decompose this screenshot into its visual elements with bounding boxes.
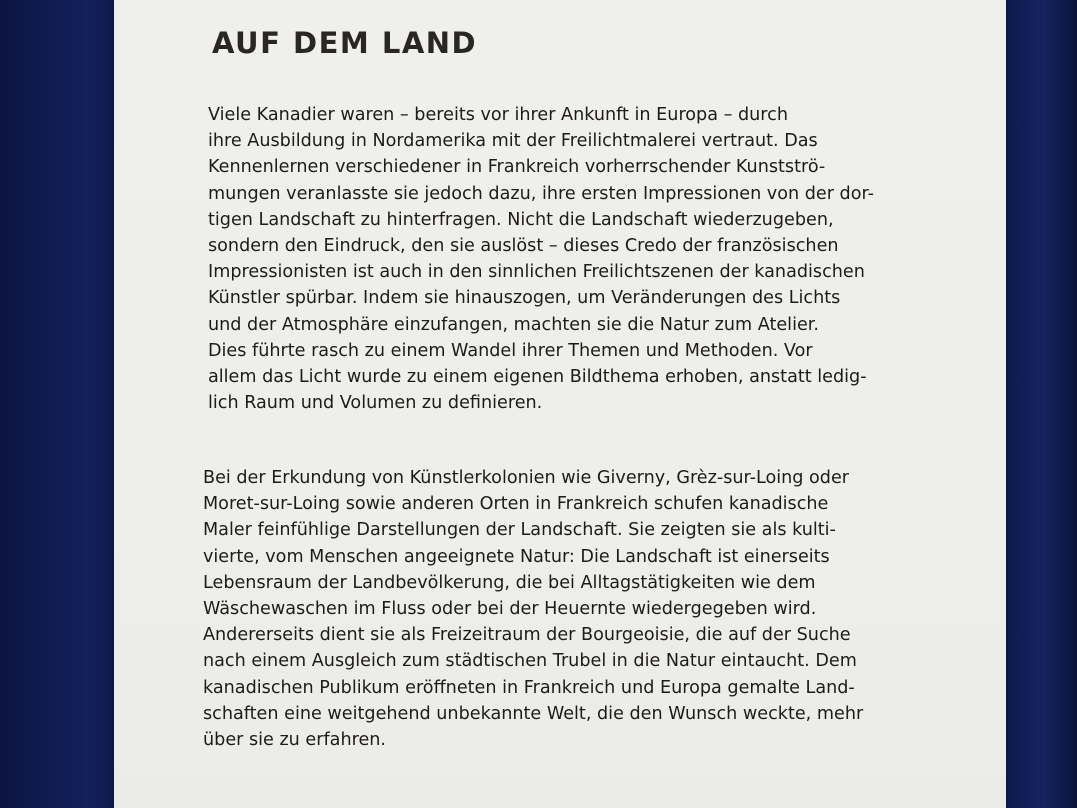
info-panel [114,0,1006,808]
text-line: Lebensraum der Landbevölkerung, die bei Alltagstätigkeiten wie dem [203,572,816,593]
text-line: Andererseits dient sie als Freizeitraum der Bourgeoisie, die auf der Suche [203,625,851,646]
panel-title: AUF DEM LAND [212,26,478,60]
text-line: und der Atmosphäre einzufangen, machten sie die Natur zum Atelier. [208,314,819,335]
text-line: Viele Kanadier waren – bereits vor ihrer Ankunft in Europa – durch [208,105,788,125]
text-line: tigen Landschaft zu hinterfragen. Nicht die Landschaft wiederzugeben, [208,209,834,230]
text-line: Impressionisten ist auch in den sinnlichen Freilichtszenen der kanadischen [208,262,865,283]
paragraph-2 [203,465,863,753]
text-line: Moret-sur-Loing sowie anderen Orten in Frankreich schufen kanadische [203,494,829,515]
text-line: Dies führte rasch zu einem Wandel ihrer Themen und Methoden. Vor [208,340,813,361]
text-line: nach einem Ausgleich zum städtischen Trubel in die Natur eintaucht. Dem [203,651,857,672]
text-line: kanadischen Publikum eröffneten in Frankreich und Europa gemalte Land- [203,677,855,698]
text-line: schaften eine weitgehend unbekannte Welt, die den Wunsch weckte, mehr [203,703,864,724]
text-line: Kennenlernen verschiedener in Frankreich vorherrschender Kunstströ- [208,157,826,178]
text-line: ihre Ausbildung in Nordamerika mit der Freilichtmalerei vertraut. Das [208,131,818,152]
text-line: lich Raum und Volumen zu definieren. [208,393,543,414]
text-line: mungen veranlasste sie jedoch dazu, ihre ersten Impressionen von der dor- [208,183,874,204]
text-line: über sie zu erfahren. [203,729,387,750]
text-line: sondern den Eindruck, den sie auslöst – dieses Credo der französischen [208,235,839,256]
text-line: vierte, vom Menschen angeeignete Natur: Die Landschaft ist einerseits [203,546,830,567]
paragraph-1 [208,102,874,416]
text-line: Wäschewaschen im Fluss oder bei der Heuernte wiedergegeben wird. [203,598,817,619]
text-line: Bei der Erkundung von Künstlerkolonien wie Giverny, Grèz-sur-Loing oder [203,468,850,488]
text-line: allem das Licht wurde zu einem eigenen Bildthema erhoben, anstatt ledig- [208,366,867,387]
text-line: Künstler spürbar. Indem sie hinauszogen, um Veränderungen des Lichts [208,288,841,309]
text-line: Maler feinfühlige Darstellungen der Landschaft. Sie zeigten sie als kulti- [203,520,836,541]
